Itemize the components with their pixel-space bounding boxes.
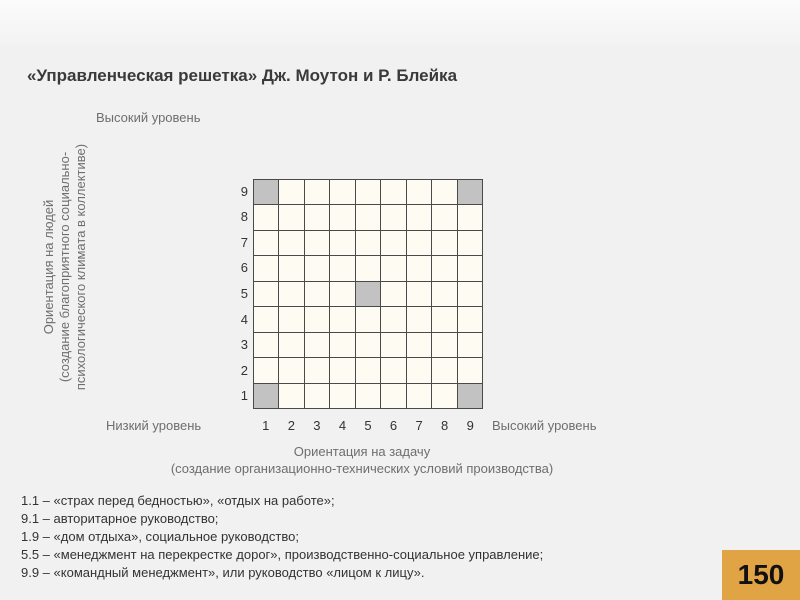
grid-cell-7-7 [407, 231, 431, 255]
grid-cell-7-5 [407, 282, 431, 306]
grid-cell-8-3 [432, 333, 456, 357]
legend-item: 9.9 – «командный менеджмент», или руководство «лицом к лицу». [21, 565, 425, 580]
grid-cell-5-3 [356, 333, 380, 357]
y-tick-label: 1 [240, 388, 248, 404]
grid-cell-8-4 [432, 307, 456, 331]
grid-cell-3-8 [305, 205, 329, 229]
grid-cell-3-1 [305, 384, 329, 408]
grid-cell-4-9 [330, 180, 354, 204]
grid-cell-8-6 [432, 256, 456, 280]
grid-cell-4-8 [330, 205, 354, 229]
x-axis-title-line1: Ориентация на задачу [293, 444, 431, 459]
grid-cell-4-7 [330, 231, 354, 255]
y-tick-label: 5 [240, 286, 248, 301]
y-tick-label: 6 [240, 260, 248, 276]
grid-cell-6-9 [381, 180, 405, 204]
grid-cell-7-9 [407, 180, 431, 204]
grid-cell-3-9 [305, 180, 329, 204]
grid-cell-1-2 [254, 358, 278, 382]
page-number-badge: 150 [722, 550, 800, 600]
x-tick-label: 9 [466, 418, 474, 433]
grid-cell-5-1 [356, 384, 380, 408]
grid-cell-3-5 [305, 282, 329, 306]
grid-cell-7-1 [407, 384, 431, 408]
grid-cell-6-6 [381, 256, 405, 280]
y-axis-high-label: Высокий уровень [96, 110, 201, 125]
y-tick-label: 8 [240, 209, 248, 225]
grid-cell-1-4 [254, 307, 278, 331]
grid-cell-2-4 [279, 307, 303, 331]
legend-item: 9.1 – авторитарное руководство; [21, 511, 219, 526]
grid-cell-4-1 [330, 384, 354, 408]
grid-cell-2-6 [279, 256, 303, 280]
grid-cell-2-7 [279, 231, 303, 255]
grid-cell-9-8 [458, 205, 482, 229]
grid-cell-5-9 [356, 180, 380, 204]
grid-cell-6-4 [381, 307, 405, 331]
x-tick-label: 5 [364, 418, 372, 433]
grid-cell-7-3 [407, 333, 431, 357]
x-tick-label: 2 [287, 418, 295, 433]
grid-cell-2-1 [279, 384, 303, 408]
y-axis-title [41, 117, 89, 417]
grid-cell-9-3 [458, 333, 482, 357]
grid-cell-4-4 [330, 307, 354, 331]
y-axis-low-label: Низкий уровень [106, 418, 202, 433]
grid-cell-1-1 [254, 384, 278, 408]
grid-cell-5-5 [356, 282, 380, 306]
y-axis-title-line3: психологического климата в коллективе) [73, 143, 88, 391]
grid-cell-5-6 [356, 256, 380, 280]
grid-cell-1-7 [254, 231, 278, 255]
grid-cell-9-6 [458, 256, 482, 280]
x-tick-label: 7 [415, 418, 423, 433]
y-tick-label: 9 [240, 183, 248, 199]
grid-cell-3-7 [305, 231, 329, 255]
grid-cell-1-9 [254, 180, 278, 204]
grid-cell-7-4 [407, 307, 431, 331]
grid-cell-3-2 [305, 358, 329, 382]
grid-cell-8-2 [432, 358, 456, 382]
grid-cell-2-5 [279, 282, 303, 306]
grid-cell-8-9 [432, 180, 456, 204]
grid-cell-9-1 [458, 384, 482, 408]
top-band [0, 0, 800, 45]
x-tick-label: 8 [441, 418, 449, 433]
grid-cell-5-2 [356, 358, 380, 382]
x-tick-label: 1 [262, 418, 270, 433]
grid-cell-3-4 [305, 307, 329, 331]
grid-cell-1-8 [254, 205, 278, 229]
grid-cell-4-2 [330, 358, 354, 382]
grid-cell-1-6 [254, 256, 278, 280]
y-tick-label: 3 [240, 337, 248, 353]
grid-cell-8-7 [432, 231, 456, 255]
grid-cell-7-2 [407, 358, 431, 382]
y-tick-label: 7 [240, 234, 248, 250]
grid-cell-1-5 [254, 282, 278, 306]
legend-item: 1.1 – «страх перед бедностью», «отдых на работе»; [21, 493, 335, 508]
grid-cell-6-3 [381, 333, 405, 357]
grid-cell-9-4 [458, 307, 482, 331]
grid-cell-6-2 [381, 358, 405, 382]
grid-cell-9-2 [458, 358, 482, 382]
grid-cell-9-5 [458, 282, 482, 306]
grid-cell-6-5 [381, 282, 405, 306]
grid-cell-1-3 [254, 333, 278, 357]
slide-title: «Управленческая решетка» Дж. Моутон и Р. Блейка [27, 66, 458, 85]
grid-cell-5-4 [356, 307, 380, 331]
x-axis-title [112, 443, 612, 477]
grid-cell-4-5 [330, 282, 354, 306]
grid-cell-9-9 [458, 180, 482, 204]
grid-cell-3-6 [305, 256, 329, 280]
legend-item: 5.5 – «менеджмент на перекрестке дорог», производственно-социальное управление; [21, 547, 544, 562]
x-axis-high-label: Высокий уровень [492, 418, 597, 433]
grid-cell-2-3 [279, 333, 303, 357]
x-tick-label: 4 [338, 418, 347, 433]
grid-cell-9-7 [458, 231, 482, 255]
grid-cell-5-7 [356, 231, 380, 255]
grid-cell-6-8 [381, 205, 405, 229]
x-tick-label: 3 [313, 418, 321, 433]
grid-cell-4-3 [330, 333, 354, 357]
grid-cell-8-5 [432, 282, 456, 306]
y-tick-label: 4 [240, 311, 248, 327]
y-tick-label: 2 [240, 362, 248, 378]
grid-cell-8-8 [432, 205, 456, 229]
x-tick-label: 6 [389, 418, 398, 433]
grid-cell-2-8 [279, 205, 303, 229]
x-axis-title-line2: (создание организационно-технических условий производства) [170, 461, 554, 476]
grid-cell-7-8 [407, 205, 431, 229]
grid-cell-8-1 [432, 384, 456, 408]
grid-cell-6-7 [381, 231, 405, 255]
grid-cell-2-2 [279, 358, 303, 382]
grid-cell-5-8 [356, 205, 380, 229]
y-axis-title-line2: (создание благоприятного социально- [57, 151, 72, 383]
grid-cell-7-6 [407, 256, 431, 280]
legend-item: 1.9 – «дом отдыха», социальное руководство; [21, 529, 299, 544]
grid-cell-4-6 [330, 256, 354, 280]
y-axis-title-line1: Ориентация на людей [41, 199, 56, 335]
legend [21, 492, 543, 582]
grid-cell-2-9 [279, 180, 303, 204]
grid-cell-3-3 [305, 333, 329, 357]
grid-cell-6-1 [381, 384, 405, 408]
managerial-grid [253, 179, 483, 409]
